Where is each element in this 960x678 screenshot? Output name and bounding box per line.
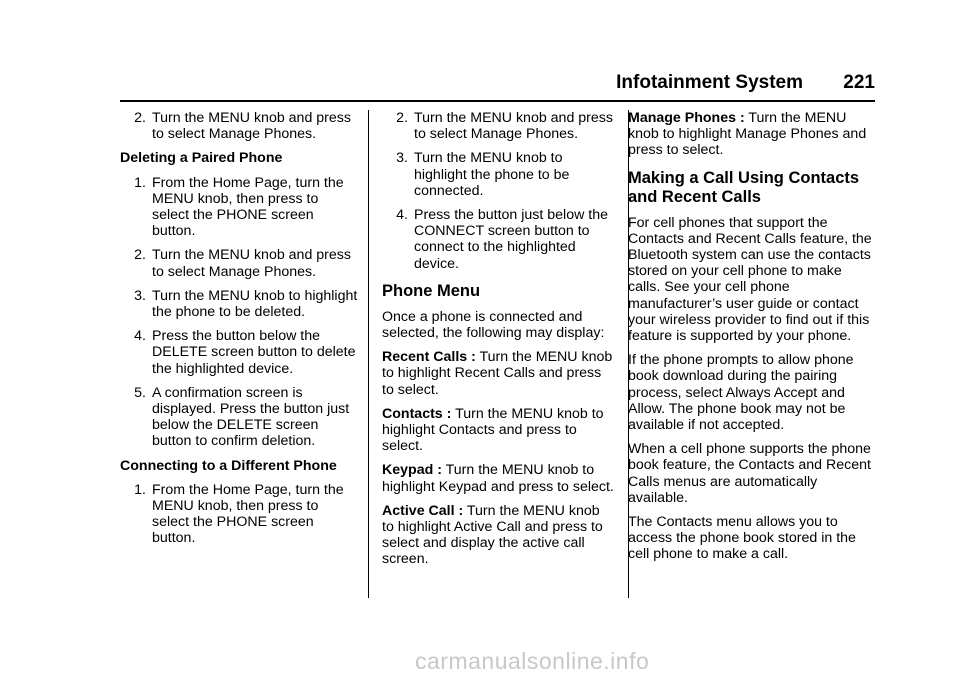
step-number: 2. bbox=[134, 110, 146, 126]
item-label: Recent Calls : bbox=[382, 349, 476, 366]
list-item bbox=[382, 207, 614, 272]
list-item bbox=[120, 385, 358, 450]
step-text: Turn the MENU knob to highlight the phone to be deleted. bbox=[152, 287, 358, 321]
column-1 bbox=[120, 110, 358, 555]
header-title: Infotainment System bbox=[616, 72, 803, 93]
step-number: 5. bbox=[134, 384, 146, 401]
step-text: From the Home Page, turn the MENU knob, then press to select the PHONE screen button. bbox=[152, 174, 344, 240]
paragraph: If the phone prompts to allow phone book download during the pairing process, select Always Accept and Allow. The phone book may not be available if not accepted. bbox=[628, 352, 854, 434]
item-label: Contacts : bbox=[382, 405, 452, 422]
list-item bbox=[382, 150, 614, 199]
list-item bbox=[120, 175, 358, 240]
step-text: Press the button just below the CONNECT screen button to connect to the highlighted device. bbox=[414, 207, 609, 272]
page-header bbox=[120, 70, 875, 102]
watermark: carmanualsonline.info bbox=[415, 648, 650, 674]
item-label: Manage Phones : bbox=[628, 110, 745, 126]
definition-item bbox=[628, 110, 876, 159]
list-item bbox=[120, 328, 358, 377]
definition-item bbox=[382, 349, 614, 398]
column-divider-1 bbox=[368, 110, 369, 598]
step-text: Press the button below the DELETE screen button to delete the highlighted device. bbox=[152, 328, 356, 377]
step-number: 3. bbox=[396, 150, 408, 167]
item-text: Turn the MENU knob to highlight Keypad and press to select. bbox=[382, 462, 614, 495]
item-text: Turn the MENU knob to highlight Recent Calls and press to select. bbox=[382, 349, 613, 398]
step-number: 2. bbox=[134, 247, 146, 264]
column-3 bbox=[628, 110, 876, 571]
item-label: Active Call : bbox=[382, 502, 464, 519]
step-number: 4. bbox=[134, 328, 146, 345]
step-number: 1. bbox=[134, 174, 146, 191]
definition-item bbox=[382, 462, 614, 494]
step-text: From the Home Page, turn the MENU knob, then press to select the PHONE screen button. bbox=[152, 481, 344, 547]
step-text: Turn the MENU knob and press to select Manage Phones. bbox=[152, 110, 351, 143]
page-number: 221 bbox=[843, 72, 875, 93]
definition-item bbox=[382, 503, 614, 568]
step-number: 1. bbox=[134, 481, 146, 498]
step-text: Turn the MENU knob and press to select Manage Phones. bbox=[414, 110, 613, 143]
paragraph: Once a phone is connected and selected, the following may display: bbox=[382, 308, 605, 342]
step-text: Turn the MENU knob and press to select Manage Phones. bbox=[152, 247, 351, 280]
section-title-phone-menu: Phone Menu bbox=[382, 281, 481, 300]
subheading-deleting-paired-phone: Deleting a Paired Phone bbox=[120, 150, 283, 167]
step-text: A confirmation screen is displayed. Press the button just below the DELETE screen button to confirm deletion. bbox=[152, 384, 350, 450]
list-item bbox=[120, 247, 358, 279]
list-item bbox=[120, 482, 358, 547]
item-text: Turn the MENU knob to highlight Active Call and press to select and display the active call screen. bbox=[382, 502, 603, 568]
item-text: Turn the MENU knob to highlight Manage Phones and press to select. bbox=[628, 110, 867, 159]
list-item bbox=[120, 110, 358, 142]
list-item bbox=[120, 288, 358, 320]
step-number: 4. bbox=[396, 207, 408, 224]
step-text: Turn the MENU knob to highlight the phone to be connected. bbox=[414, 150, 570, 199]
subheading-connecting-different-phone: Connecting to a Different Phone bbox=[120, 457, 337, 474]
paragraph: When a cell phone supports the phone book feature, the Contacts and Recent Calls menus are automatically available. bbox=[628, 441, 871, 506]
column-2 bbox=[382, 110, 614, 576]
paragraph: For cell phones that support the Contacts and Recent Calls feature, the Bluetooth system can use the contacts stored on your cell phone to make calls. See your cell phone manufacturer’s user guide or contact your wireless provider to find out if this feature is supported by your phone. bbox=[628, 214, 872, 345]
list-item bbox=[382, 110, 614, 142]
section-title-making-call: Making a Call Using Contacts and Recent Calls bbox=[628, 168, 860, 206]
step-number: 2. bbox=[396, 110, 408, 126]
paragraph: The Contacts menu allows you to access the phone book stored in the cell phone to make a call. bbox=[628, 514, 856, 563]
item-label: Keypad : bbox=[382, 462, 442, 479]
definition-item bbox=[382, 406, 614, 455]
item-text: Turn the MENU knob to highlight Contacts and press to select. bbox=[382, 405, 604, 455]
step-number: 3. bbox=[134, 287, 146, 304]
